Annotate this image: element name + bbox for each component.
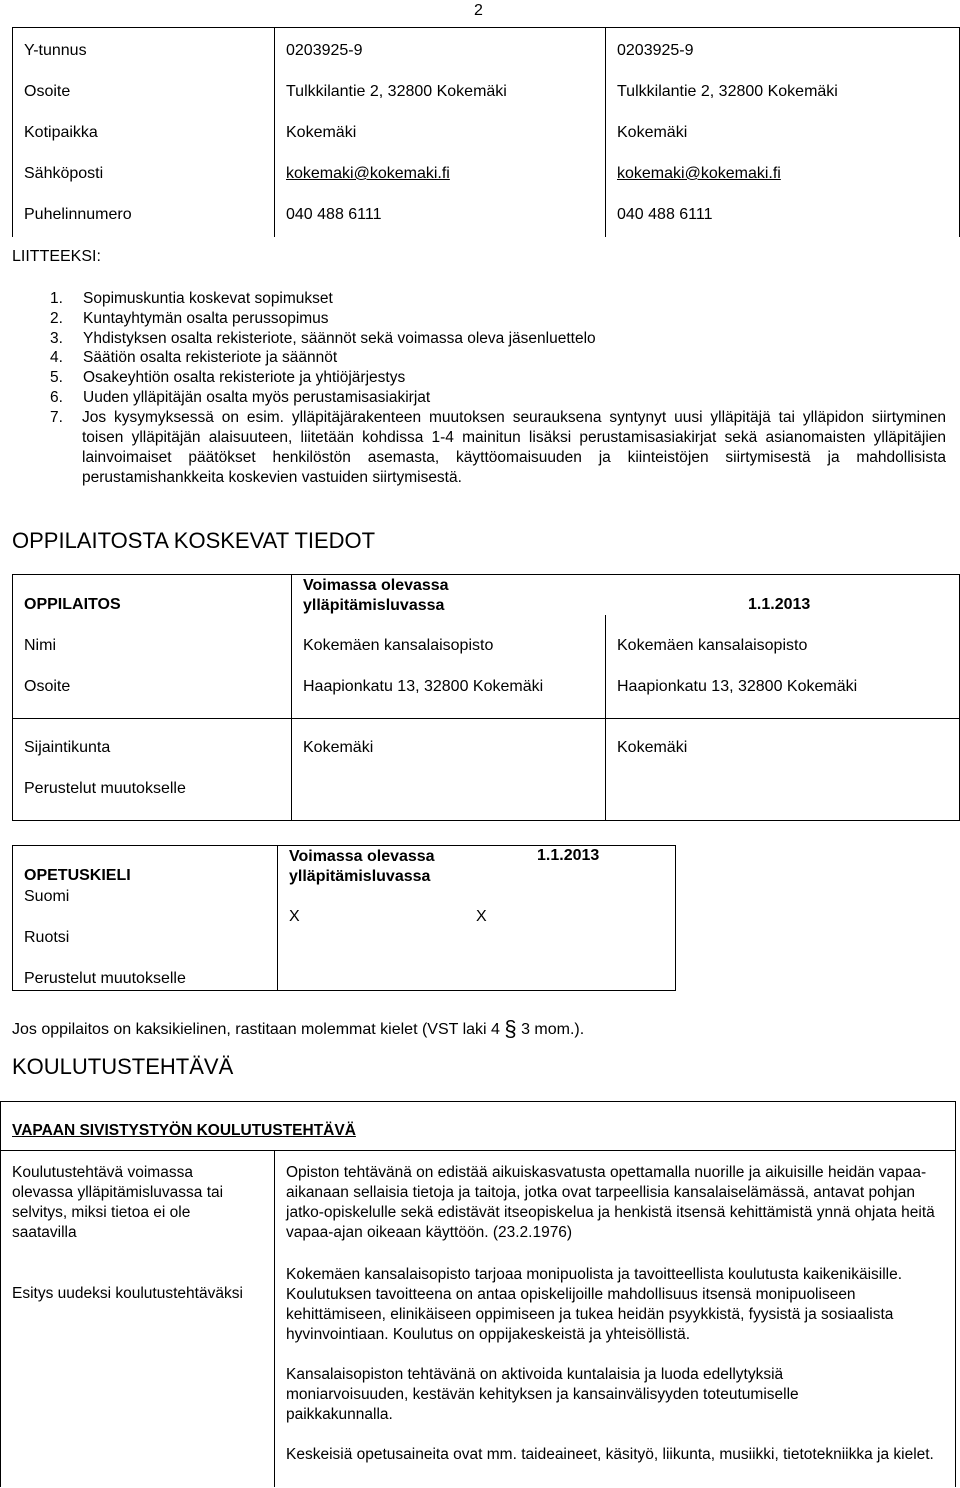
school-header-current: Voimassa olevassa ylläpitämisluvassa xyxy=(303,577,449,614)
table-divider xyxy=(605,27,606,237)
business-id-current: 0203925-9 xyxy=(286,42,363,59)
page-number: 2 xyxy=(474,2,483,19)
municipality-current: Kokemäki xyxy=(303,739,374,756)
email-link-new[interactable]: kokemaki@kokemaki.fi xyxy=(617,165,781,182)
finnish-mark-new: X xyxy=(476,908,487,925)
language-header-label: OPETUSKIELI xyxy=(24,867,131,884)
table-divider xyxy=(274,27,275,237)
table-border-top xyxy=(12,574,960,575)
bilingual-note: Jos oppilaitos on kaksikielinen, rastitaan molemmat kielet (VST laki 4 § 3 mom.). xyxy=(12,1016,585,1041)
table-border-left xyxy=(0,1101,1,1487)
row-divider xyxy=(0,1150,956,1151)
table-border-top xyxy=(0,1101,956,1102)
list-item: 2. Kuntayhtymän osalta perussopimus xyxy=(50,310,329,327)
table-border-left xyxy=(12,27,13,237)
domicile-current: Kokemäki xyxy=(286,124,357,141)
domicile-new: Kokemäki xyxy=(617,124,688,141)
business-id-new: 0203925-9 xyxy=(617,42,694,59)
list-item-number: 7. xyxy=(50,409,63,426)
list-item: 5. Osakeyhtiön osalta rekisteriote ja yhtiöjärjestys xyxy=(50,369,406,386)
municipality-new: Kokemäki xyxy=(617,739,688,756)
school-header-label: OPPILAITOS xyxy=(24,596,121,613)
table-divider xyxy=(291,574,292,820)
row-label: Sijaintikunta xyxy=(24,739,111,756)
list-item: 6. Uuden ylläpitäjän osalta myös perustamisasiakirjat xyxy=(50,389,431,406)
table-border-bottom xyxy=(12,990,676,991)
new-mission-label: Esitys uudeksi koulutustehtäväksi xyxy=(12,1285,243,1302)
attachments-heading: LIITTEEKSI: xyxy=(12,248,101,265)
new-mission-paragraph: Kokemäen kansalaisopisto tarjoaa monipuolista ja tavoitteellista koulutusta kaikenikäisille. Koulutuksen tavoitteena on antaa opiskelijoille mahdollisuus itsensä monipuoliseen kehittämiseen, elinikäiseen oppimiseen ja tukea heidän psyykkistä, fyysistä ja sosiaalista hyvinvointiaan. Koulutus on oppijakeskeistä ja yhteisöllistä. xyxy=(286,1266,903,1343)
table-border-right xyxy=(955,1101,956,1487)
list-item: 4. Säätiön osalta rekisteriote ja säännöt xyxy=(50,349,338,366)
new-mission-paragraph: Kansalaisopiston tehtävänä on aktivoida kuntalaisia ja luoda edellytyksiä moniarvoisuuden, kestävän kehityksen ja kansainvälisyyden toteutumiselle paikkakunnalla. xyxy=(286,1366,799,1423)
row-label: Osoite xyxy=(24,678,71,695)
language-finnish: Suomi xyxy=(24,888,70,905)
table-border-right xyxy=(675,845,676,990)
table-border-left xyxy=(12,574,13,820)
school-header-date: 1.1.2013 xyxy=(748,596,811,613)
address-current: Tulkkilantie 2, 32800 Kokemäki xyxy=(286,83,507,100)
email-link-current[interactable]: kokemaki@kokemaki.fi xyxy=(286,165,450,182)
table-border-top xyxy=(12,845,676,846)
school-section-title: OPPILAITOSTA KOSKEVAT TIEDOT xyxy=(12,528,376,553)
row-label: Nimi xyxy=(24,637,56,654)
school-address-current: Haapionkatu 13, 32800 Kokemäki xyxy=(303,678,544,695)
address-new: Tulkkilantie 2, 32800 Kokemäki xyxy=(617,83,838,100)
row-label: Osoite xyxy=(24,83,71,100)
school-name-new: Kokemäen kansalaisopisto xyxy=(617,637,808,654)
school-name-current: Kokemäen kansalaisopisto xyxy=(303,637,494,654)
mission-section-title: KOULUTUSTEHTÄVÄ xyxy=(12,1054,234,1079)
row-label: Perustelut muutokselle xyxy=(24,970,186,987)
row-label: Perustelut muutokselle xyxy=(24,780,186,797)
new-mission-paragraph: Keskeisiä opetusaineita ovat mm. taideaineet, käsityö, liikunta, musiikki, tietotekniikka ja kielet. xyxy=(286,1446,934,1463)
row-label: Y-tunnus xyxy=(24,42,87,59)
table-divider xyxy=(277,845,278,990)
list-item: 3. Yhdistyksen osalta rekisteriote, säännöt sekä voimassa oleva jäsenluettelo xyxy=(50,330,596,347)
language-swedish: Ruotsi xyxy=(24,929,70,946)
language-header-date: 1.1.2013 xyxy=(537,847,600,864)
table-border-top xyxy=(12,27,960,28)
phone-new: 040 488 6111 xyxy=(617,206,713,223)
phone-current: 040 488 6111 xyxy=(286,206,382,223)
table-border-left xyxy=(12,845,13,990)
current-mission-text: Opiston tehtävänä on edistää aikuiskasvatusta opettamalla nuorille ja aikuisille heidän vapaa-aikanaan sellaisia tietoja ja taitoja, jotka ovat tarpeellisia kansalaiselämässä, antavat pohjan jatko-opiskelulle sekä edistävät itseopiskelua ja henkistä itsensä kehittämistä ynnä ohjata heitä vapaa-ajan oikeaan käyttöön. (23.2.1976) xyxy=(286,1164,935,1241)
table-divider xyxy=(274,1150,275,1487)
table-border-bottom xyxy=(12,820,960,821)
row-label: Sähköposti xyxy=(24,165,104,182)
finnish-mark-current: X xyxy=(289,908,300,925)
list-item: 1. Sopimuskuntia koskevat sopimukset xyxy=(50,290,333,307)
row-label: Kotipaikka xyxy=(24,124,98,141)
school-address-new: Haapionkatu 13, 32800 Kokemäki xyxy=(617,678,858,695)
row-label: Puhelinnumero xyxy=(24,206,132,223)
current-mission-label: Koulutustehtävä voimassa olevassa ylläpitämisluvassa tai selvitys, miksi tietoa ei ole saatavilla xyxy=(12,1164,224,1241)
list-item-paragraph: Jos kysymyksessä on esim. ylläpitäjärakenteen muutoksen seurauksena syntynyt uusi ylläpitäjä tai ylläpidon siirtyminen toisen ylläpitäjän alaisuuteen, liitetään kohdissa 1-4 mainitun lisäksi perustamisasiakirjat sekä asianomaisten ylläpitäjien lainvoimaiset päätökset henkilöstön asemasta, käyttöomaisuuden ja kiinteistöjen siirtymisestä ja mahdollisista perustamishankkeita koskevien vastuiden siirtymisestä. xyxy=(82,409,946,486)
row-divider xyxy=(12,718,960,719)
mission-subtitle: VAPAAN SIVISTYSTYÖN KOULUTUSTEHTÄVÄ xyxy=(12,1122,356,1139)
language-header-current: Voimassa olevassa ylläpitämisluvassa xyxy=(289,848,435,885)
